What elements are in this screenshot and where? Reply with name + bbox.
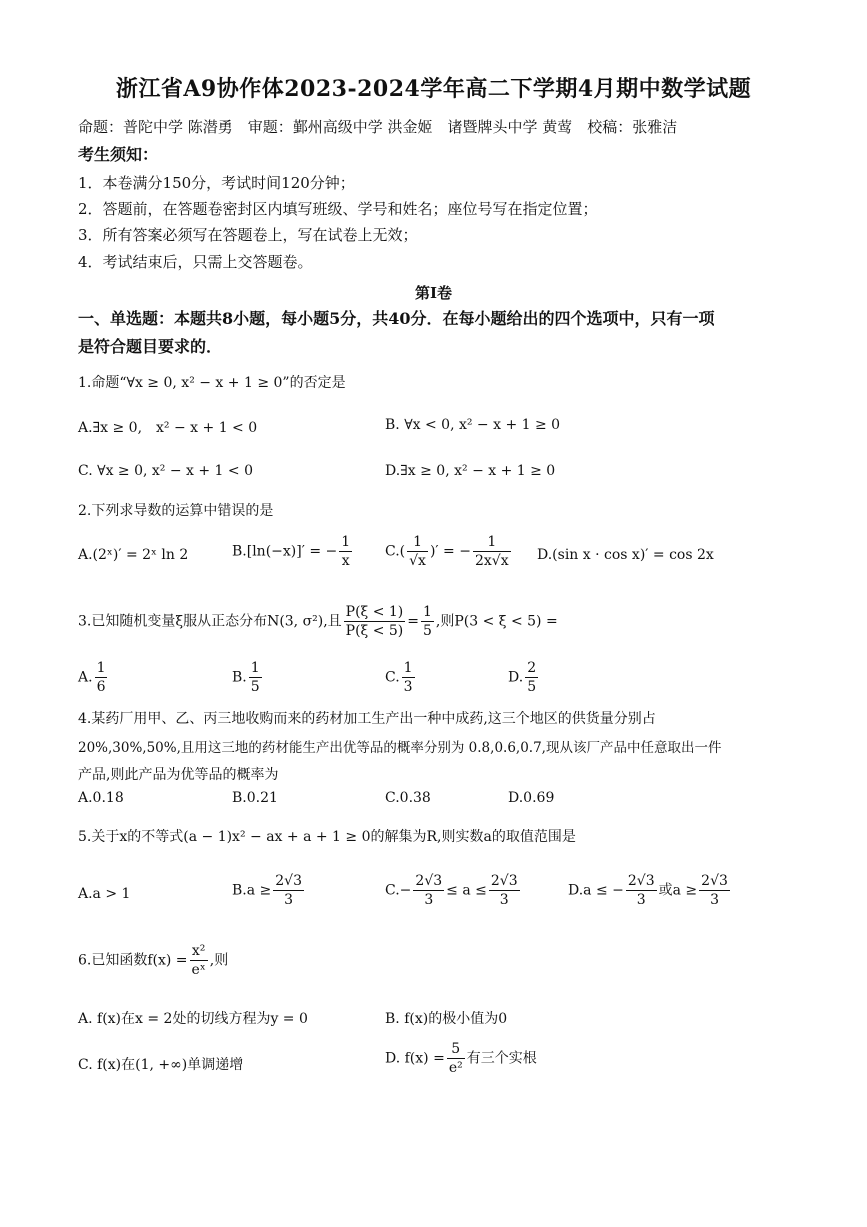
denominator: 3 — [636, 892, 646, 908]
numerator: 1 — [403, 660, 413, 676]
denominator: P(ξ < 5) — [345, 623, 404, 639]
question-4-stem-line3: 产品,则此产品为优等品的概率为 — [78, 767, 279, 783]
numerator: 1 — [341, 534, 351, 550]
fraction — [626, 872, 657, 909]
question-3-option-c — [385, 659, 417, 696]
fraction — [344, 603, 406, 640]
question-6-option-c: C. f(x)在(1, +∞)单调递增 — [78, 1057, 244, 1073]
option-text: 有三个实根 — [466, 1050, 537, 1067]
numerator: 2√3 — [627, 873, 655, 889]
exam-title: 浙江省A9协作体2023-2024学年高二下学期4月期中数学试题 — [115, 76, 752, 102]
question-2-option-d: D.(sin x · cos x)′ = cos 2x — [537, 547, 714, 563]
fraction — [489, 872, 520, 909]
denominator: 5 — [250, 679, 260, 695]
fraction — [447, 1040, 465, 1077]
notice-item: 3．所有答案必须写在答题卷上，写在试卷上无效； — [78, 226, 418, 244]
question-1-option-c: C. ∀x ≥ 0, x² − x + 1 < 0 — [78, 463, 254, 479]
fraction — [699, 872, 730, 909]
numerator: 2√3 — [275, 873, 303, 889]
option-text: 或a ≥ — [658, 882, 698, 899]
denominator: 2x√x — [474, 553, 509, 569]
question-1-option-b: B. ∀x < 0, x² − x + 1 ≥ 0 — [385, 417, 561, 433]
fraction — [402, 659, 415, 696]
fraction — [273, 872, 304, 909]
stem-text: = — [407, 613, 419, 630]
stem-text: ,则 — [209, 952, 229, 969]
question-6-option-a: A. f(x)在x = 2处的切线方程为y = 0 — [78, 1011, 308, 1027]
numerator: 1 — [473, 533, 511, 552]
option-text: D.a ≤ − — [568, 882, 624, 899]
question-4-stem-line2: 20%,30%,50%,且用这三地的药材能生产出优等品的概率分别为 0.8,0.6,0.7,现从该厂产品中任意取出一件 — [78, 740, 722, 756]
option-c-text: C.( — [385, 543, 406, 560]
option-c-text: )′ = − — [429, 543, 471, 560]
numerator: 1 — [96, 660, 106, 676]
question-4-stem-line1: 4.某药厂用甲、乙、丙三地收购而来的药材加工生产出一种中成药,这三个地区的供货量分别占 — [78, 711, 656, 727]
numerator: 2√3 — [701, 873, 728, 889]
question-4-option-c: C.0.38 — [385, 790, 431, 806]
question-1-option-a: A.∃x ≥ 0, x² − x + 1 < 0 — [78, 420, 258, 436]
denominator: 5 — [423, 623, 432, 639]
question-4-option-a: A.0.18 — [78, 790, 124, 806]
fraction — [525, 659, 538, 696]
option-letter: B. — [232, 669, 247, 686]
fraction — [249, 659, 262, 696]
question-2-stem: 2.下列求导数的运算中错误的是 — [78, 503, 274, 519]
question-1-stem: 1.命题“∀x ≥ 0, x² − x + 1 ≥ 0”的否定是 — [78, 375, 346, 391]
denominator: 3 — [499, 892, 509, 908]
fraction — [413, 872, 444, 909]
question-3-option-b — [232, 659, 264, 696]
option-text: B.a ≥ — [232, 882, 272, 899]
numerator: 1 — [250, 660, 260, 676]
numerator: P(ξ < 1) — [345, 604, 404, 620]
question-2-option-a: A.(2ˣ)′ = 2ˣ ln 2 — [78, 547, 189, 563]
notice-item: 1．本卷满分150分，考试时间120分钟； — [78, 174, 355, 192]
denominator: √x — [409, 553, 426, 569]
option-letter: A. — [78, 669, 93, 686]
fraction — [421, 603, 434, 640]
numerator: 2√3 — [490, 873, 518, 889]
denominator: 3 — [284, 892, 294, 908]
question-5-option-c — [385, 872, 522, 909]
question-5-option-d — [568, 872, 732, 909]
denominator: 3 — [710, 892, 719, 908]
question-1-option-d: D.∃x ≥ 0, x² − x + 1 ≥ 0 — [385, 463, 556, 479]
question-3-option-d — [508, 659, 540, 696]
fraction — [407, 533, 428, 570]
denominator: 3 — [403, 679, 413, 695]
stem-text: 3.已知随机变量ξ服从正态分布N(3, σ²),且 — [78, 613, 342, 630]
denominator: 3 — [424, 892, 434, 908]
option-text: D. f(x) = — [385, 1050, 445, 1067]
numerator: 1 — [423, 604, 432, 620]
denominator: x — [341, 553, 350, 569]
question-2-option-c — [385, 533, 513, 570]
question-6-option-d — [385, 1040, 537, 1077]
denominator: 5 — [527, 679, 537, 695]
option-text: C.− — [385, 882, 412, 899]
question-6-option-b: B. f(x)的极小值为0 — [385, 1011, 508, 1027]
numerator: x² — [190, 942, 208, 961]
question-4-option-b: B.0.21 — [232, 790, 278, 806]
section-heading-line2: 是符合题目要求的． — [78, 337, 223, 356]
numerator: 2 — [527, 660, 537, 676]
denominator: eˣ — [191, 962, 206, 978]
fraction — [339, 533, 352, 570]
option-b-text: B.[ln(−x)]′ = − — [232, 543, 338, 560]
part-heading: 第Ⅰ卷 — [414, 284, 453, 302]
denominator: e² — [448, 1060, 463, 1076]
question-2-option-b — [232, 533, 354, 570]
exam-credits: 命题：普陀中学 陈潜勇 审题：鄞州高级中学 洪金姬 诸暨牌头中学 黄莺 校稿：张雅洁 — [78, 118, 678, 136]
question-5-option-a: A.a > 1 — [78, 886, 131, 902]
notice-item: 2．答题前，在答题卷密封区内填写班级、学号和姓名；座位号写在指定位置； — [78, 200, 598, 218]
stem-text: ,则P(3 < ξ < 5) = — [435, 613, 558, 630]
numerator: 1 — [407, 533, 428, 552]
option-text: ≤ a ≤ — [446, 882, 487, 899]
option-letter: D. — [508, 669, 524, 686]
section-heading-line1: 一、单选题：本题共8小题，每小题5分，共40分．在每小题给出的四个选项中，只有一项 — [78, 309, 715, 328]
question-3-stem — [78, 603, 558, 640]
question-4-option-d: D.0.69 — [508, 790, 555, 806]
notice-item: 4．考试结束后，只需上交答题卷。 — [78, 253, 313, 271]
fraction — [473, 533, 511, 570]
question-5-stem: 5.关于x的不等式(a − 1)x² − ax + a + 1 ≥ 0的解集为R,则实数a的取值范围是 — [78, 829, 576, 845]
numerator: 2√3 — [415, 873, 443, 889]
stem-text: 6.已知函数f(x) = — [78, 952, 188, 969]
option-letter: C. — [385, 669, 400, 686]
fraction — [190, 942, 208, 979]
notice-heading: 考生须知： — [78, 145, 159, 164]
denominator: 6 — [96, 679, 106, 695]
numerator: 5 — [447, 1040, 465, 1059]
fraction — [95, 659, 108, 696]
question-3-option-a — [78, 659, 109, 696]
question-5-option-b — [232, 872, 306, 909]
question-6-stem — [78, 942, 228, 979]
